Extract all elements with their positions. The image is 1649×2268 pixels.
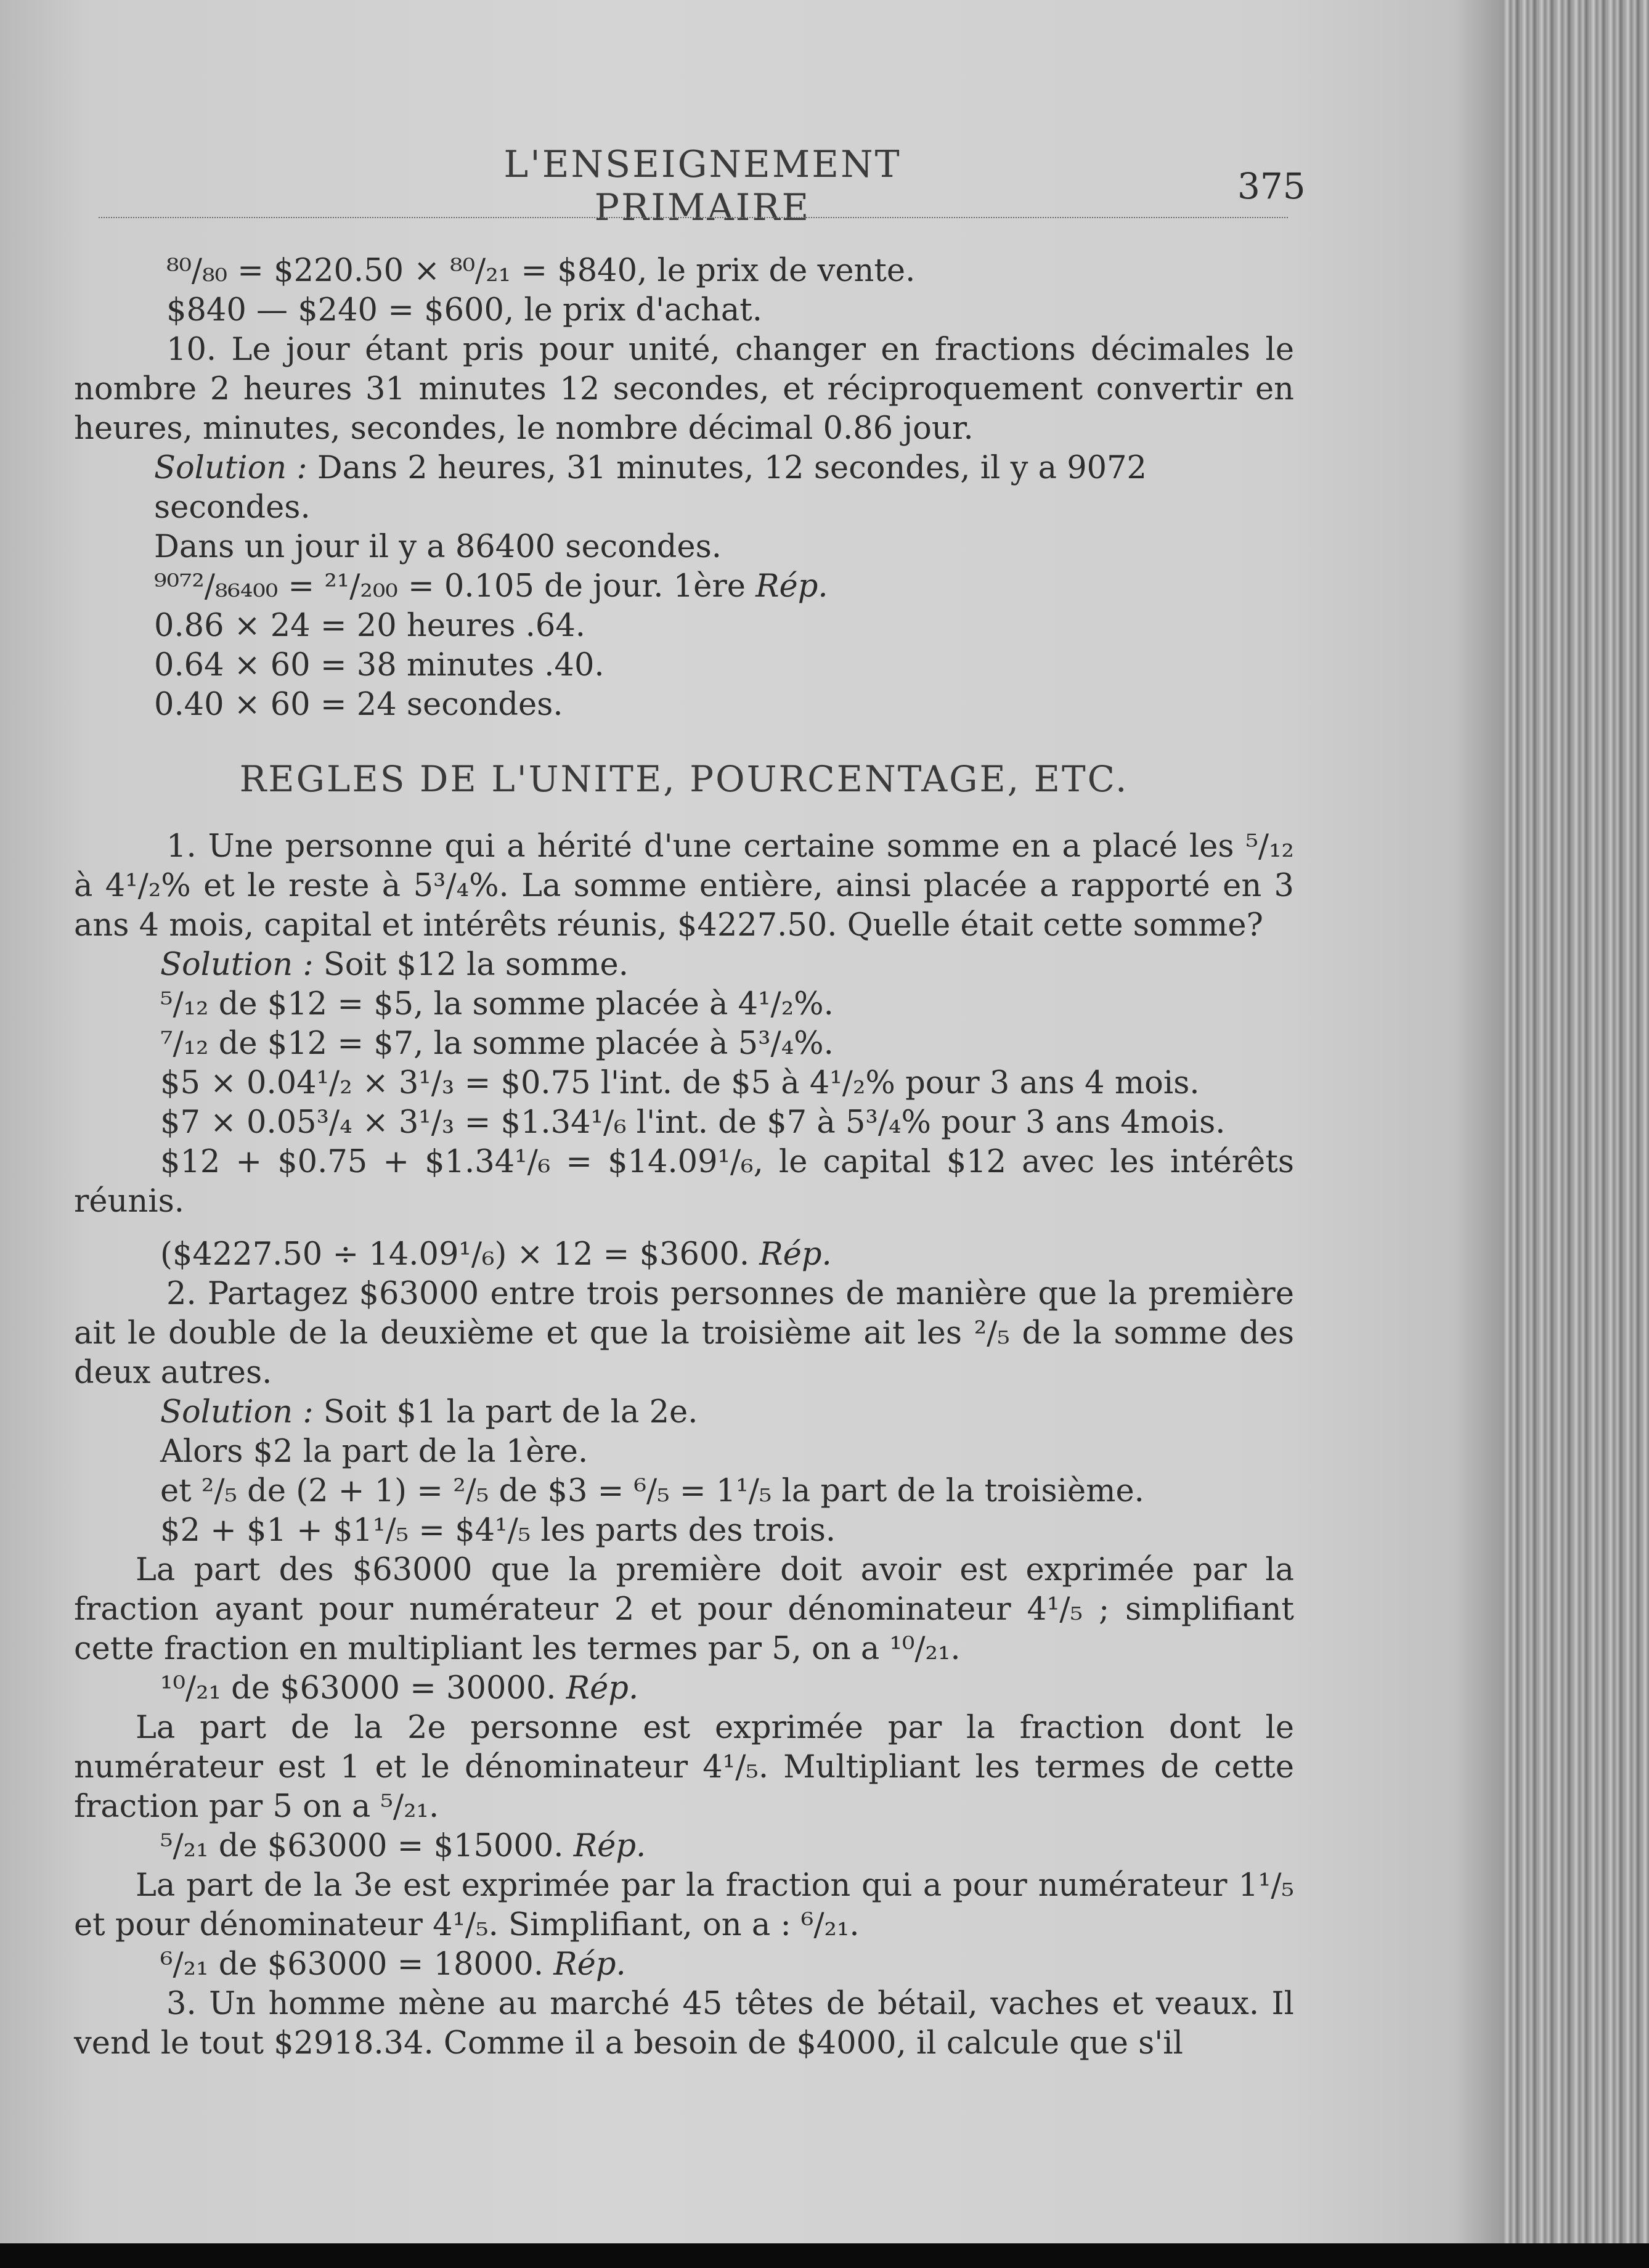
section-title: REGLES DE L'UNITE, POURCENTAGE, ETC. [239, 758, 1129, 800]
answer-label: Rép. [755, 568, 828, 605]
calc-line: Alors $2 la part de la 1ère. [160, 1434, 588, 1470]
calc-line: 0.40 × 60 = 24 secondes. [154, 687, 563, 723]
paragraph: La part des $63000 que la première doit avoir est exprimée par la fraction ayant pour numérateur 2 et pour dénominateur 4¹/₅ ; simplifiant cette fraction en multipliant les termes par 5, on a ¹⁰/₂₁. [74, 1552, 1294, 1667]
solution-label: Solution : [160, 947, 314, 983]
answer-label: Rép. [566, 1670, 639, 1707]
solution-line [74, 945, 1294, 985]
answer-label: Rép. [759, 1236, 832, 1273]
calc-line: 0.64 × 60 = 38 minutes .40. [154, 647, 605, 683]
running-header: L'ENSEIGNEMENT PRIMAIRE [503, 143, 902, 229]
solution-label: Solution : [154, 450, 307, 486]
equation-line [74, 567, 1294, 606]
answer-line [74, 1669, 1294, 1708]
calc-line: 0.86 × 24 = 20 heures .64. [154, 608, 586, 644]
answer-text: ⁵/₂₁ de $63000 = $15000. [160, 1828, 574, 1864]
calc-line: ⁵/₁₂ de $12 = $5, la somme placée à 4¹/₂%. [160, 986, 834, 1022]
answer-text: ($4227.50 ÷ 14.09¹/₆) × 12 = $3600. [160, 1236, 760, 1273]
equation-line: $840 — $240 = $600, le prix d'achat. [166, 292, 762, 328]
calc-line: $5 × 0.04¹/₂ × 3¹/₃ = $0.75 l'int. de $5 à 4¹/₂% pour 3 ans 4 mois. [160, 1065, 1200, 1101]
paragraph: La part de la 2e personne est exprimée par la fraction dont le numérateur est 1 et le dénominateur 4¹/₅. Multipliant les termes de cette fraction par 5 on a ⁵/₂₁. [74, 1710, 1294, 1825]
problem-2: 2. Partagez $63000 entre trois personnes de manière que la première ait le double de la deuxième et que la troisième ait les ²/₅ de la somme des deux autres. [74, 1276, 1294, 1391]
calc-line: $12 + $0.75 + $1.34¹/₆ = $14.09¹/₆, le capital $12 avec les intérêts réunis. [74, 1144, 1294, 1220]
equation-line: Dans un jour il y a 86400 secondes. [154, 529, 722, 565]
answer-text: ⁶/₂₁ de $63000 = 18000. [160, 1946, 554, 1983]
answer-label: Rép. [553, 1946, 626, 1983]
page-body [74, 251, 1294, 2063]
answer-text: ¹⁰/₂₁ de $63000 = 30000. [160, 1670, 566, 1707]
calc-line: $2 + $1 + $1¹/₅ = $4¹/₅ les parts des trois. [160, 1512, 836, 1549]
equation-line: ⁸⁰/₈₀ = $220.50 × ⁸⁰/₂₁ = $840, le prix de vente. [166, 253, 916, 289]
calc-line: et ²/₅ de (2 + 1) = ²/₅ de $3 = ⁶/₅ = 1¹/₅ la part de la troisième. [160, 1473, 1144, 1509]
solution-text: Soit $12 la somme. [313, 947, 629, 983]
answer-label: Rép. [573, 1828, 646, 1864]
paragraph: La part de la 3e est exprimée par la fraction qui a pour numérateur 1¹/₅ et pour dénominateur 4¹/₅. Simplifiant, on a : ⁶/₂₁. [74, 1867, 1294, 1943]
page-number: 375 [1237, 165, 1306, 207]
gutter-shadow [1454, 0, 1504, 2268]
solution-line [74, 449, 1294, 528]
page-stack-edge [1504, 0, 1649, 2268]
problem-10: 10. Le jour étant pris pour unité, changer en fractions décimales le nombre 2 heures 31 minutes 12 secondes, et réciproquement convertir en heures, minutes, secondes, le nombre décimal 0.86 jour. [74, 332, 1294, 447]
solution-label: Solution : [160, 1394, 314, 1430]
answer-line [74, 1235, 1294, 1275]
header-rule [99, 217, 1288, 218]
problem-1: 1. Une personne qui a hérité d'une certaine somme en a placé les ⁵/₁₂ à 4¹/₂% et le reste à 5³/₄%. La somme entière, ainsi placée a rapporté en 3 ans 4 mois, capital et intérêts réunis, $4227.50. Quelle était cette somme? [74, 828, 1294, 944]
answer-line [74, 1827, 1294, 1866]
scan-border [0, 2243, 1649, 2268]
calc-line: ⁷/₁₂ de $12 = $7, la somme placée à 5³/₄%. [160, 1026, 834, 1062]
calc-line: $7 × 0.05³/₄ × 3¹/₃ = $1.34¹/₆ l'int. de $7 à 5³/₄% pour 3 ans 4mois. [160, 1104, 1226, 1141]
solution-line [74, 1393, 1294, 1432]
solution-text: Dans 2 heures, 31 minutes, 12 secondes, il y a 9072 secondes. [154, 450, 1147, 526]
fraction-text: ⁹⁰⁷²/₈₆₄₀₀ = ²¹/₂₀₀ = 0.105 de jour. 1ère [154, 568, 756, 605]
answer-line [74, 1945, 1294, 1985]
solution-text: Soit $1 la part de la 2e. [313, 1394, 698, 1430]
problem-3: 3. Un homme mène au marché 45 têtes de bétail, vaches et veaux. Il vend le tout $2918.34. Comme il a besoin de $4000, il calcule que s'il [74, 1986, 1294, 2062]
